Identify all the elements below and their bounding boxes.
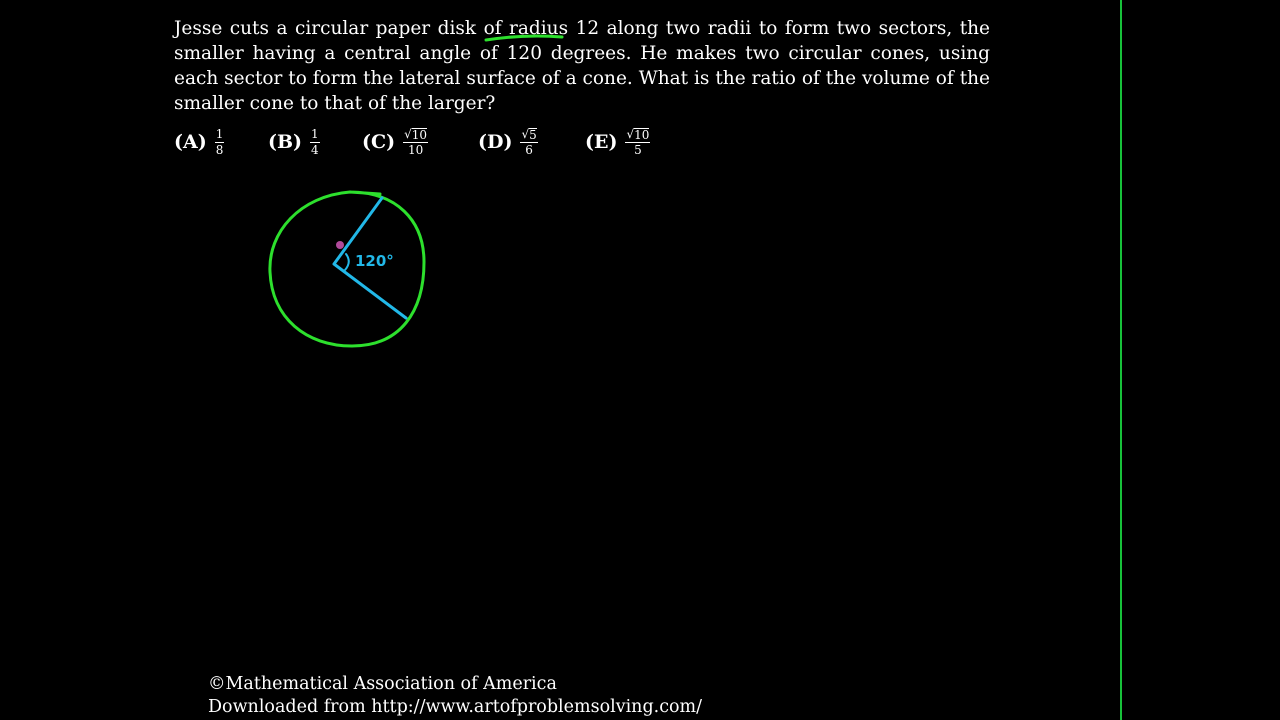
- footer-attribution: [208, 673, 702, 719]
- angle-arc: [345, 254, 349, 270]
- source-line: Downloaded from http://www.artofproblemsolving.com/: [208, 697, 703, 717]
- problem-highlight-radius: radius 12: [509, 18, 600, 39]
- choice-c-radicand: 10: [411, 127, 428, 142]
- problem-text-after: along two radii to form two sectors, the smaller having a central angle of 120 degrees. He makes two circular cones, using each sector to form the lateral surface of a cone. What is the ratio of the volume of the smaller cone to that of the larger?: [174, 18, 990, 114]
- problem-text-before: Jesse cuts a circular paper disk of: [174, 18, 510, 39]
- choice-d-sqrt-icon: √: [521, 126, 530, 141]
- center-dot: [336, 241, 344, 249]
- choice-c-sqrt-icon: √: [404, 126, 412, 141]
- choice-a-numerator: 1: [215, 126, 224, 141]
- vertical-divider-line: [1120, 0, 1122, 720]
- choice-b-letter: (B): [268, 131, 303, 153]
- choice-d-radicand: 5: [529, 127, 537, 142]
- choice-e-sqrt-icon: √: [626, 126, 635, 141]
- choice-c-denominator: 10: [407, 142, 424, 157]
- choice-e-radicand: 10: [634, 127, 650, 142]
- choice-b-numerator: 1: [311, 126, 319, 141]
- choice-e-denominator: 5: [634, 142, 642, 157]
- angle-label: 120°: [355, 252, 394, 270]
- choice-a-denominator: 8: [215, 142, 224, 157]
- choice-e-letter: (E): [585, 131, 618, 153]
- choice-a-letter: (A): [174, 131, 207, 153]
- choice-d-letter: (D): [478, 131, 513, 153]
- choice-d-denominator: 6: [525, 142, 533, 157]
- choice-c-letter: (C): [362, 131, 396, 153]
- choice-b-denominator: 4: [311, 142, 319, 157]
- radius-underline-stroke: [486, 36, 562, 40]
- copyright-line: ©Mathematical Association of America: [208, 674, 557, 694]
